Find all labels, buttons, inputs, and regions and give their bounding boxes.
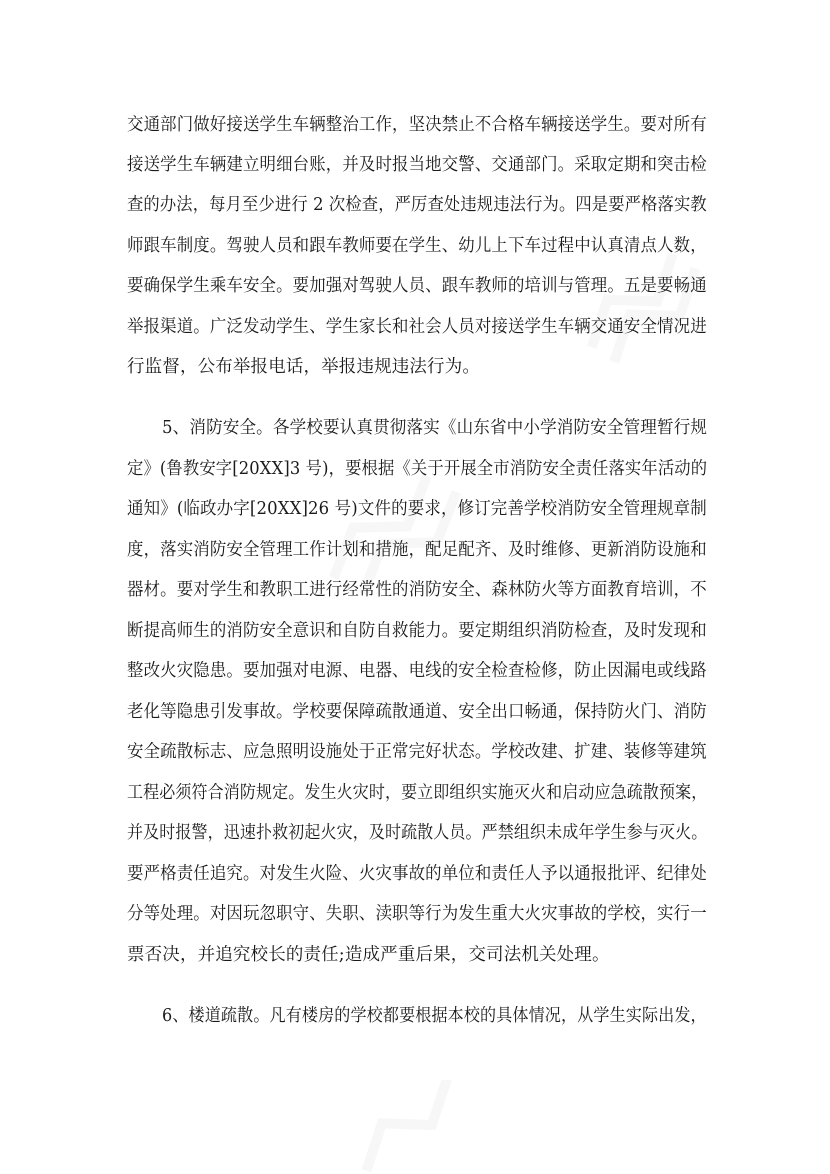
text-line-7: 行监督，公布举报电话，举报违规违法行为。 (127, 357, 480, 377)
text-line-18: 并及时报警，迅速扑救初起火灾，及时疏散人员。严禁组织未成年学生参与灭火。 (127, 823, 708, 843)
text-line-10: 通知》(临政办字[20XX]26 号)文件的要求，修订完善学校消防安全管理规章制 (127, 499, 707, 519)
text-line-5: 要确保学生乘车安全。要加强对驾驶人员、跟车教师的培训与管理。五是要畅通 (127, 276, 707, 296)
watermark-logo-top (560, 250, 730, 370)
text-line-17: 工程必须符合消防规定。发生火灾时，要立即组织实施灭火和启动应急疏散预案， (127, 783, 708, 803)
text-line-3: 查的办法，每月至少进行 2 次检查，严厉查处违规违法行为。四是要严格落实教 (127, 195, 707, 215)
text-line-11: 度，落实消防安全管理工作计划和措施，配足配齐、及时维修、更新消防设施和 (127, 540, 707, 560)
text-line-1: 交通部门做好接送学生车辆整治工作，坚决禁止不合格车辆接送学生。要对所有 (127, 115, 707, 135)
watermark-logo-bottom (330, 1080, 500, 1174)
text-line-8: 5、消防安全。各学校要认真贯彻落实《山东省中小学消防安全管理暂行规 (162, 418, 708, 438)
text-line-15: 老化等隐患引发事故。学校要保障疏散通道、安全出口畅通，保持防火门、消防 (127, 702, 707, 722)
text-line-22: 6、楼道疏散。凡有楼房的学校都要根据本校的具体情况，从学生实际出发， (162, 1006, 707, 1026)
text-line-12: 器材。要对学生和教职工进行经常性的消防安全、森林防火等方面教育培训，不 (127, 580, 707, 600)
text-line-6: 举报渠道。广泛发动学生、学生家长和社会人员对接送学生车辆交通安全情况进 (127, 317, 707, 337)
text-line-9: 定》(鲁教安字[20XX]3 号)，要根据《关于开展全市消防安全责任落实年活动的 (127, 459, 708, 479)
text-line-16: 安全疏散标志、应急照明设施处于正常完好状态。学校改建、扩建、装修等建筑 (127, 742, 707, 762)
text-line-13: 断提高师生的消防安全意识和自防自救能力。要定期组织消防检查，及时发现和 (127, 621, 707, 641)
text-line-4: 师跟车制度。驾驶人员和跟车教师要在学生、幼儿上下车过程中认真清点人数， (127, 236, 707, 256)
text-line-19: 要严格责任追究。对发生火险、火灾事故的单位和责任人予以通报批评、纪律处 (127, 864, 707, 884)
text-line-20: 分等处理。对因玩忽职守、失职、渎职等行为发生重大火灾事故的学校，实行一 (127, 904, 707, 924)
text-line-2: 接送学生车辆建立明细台账，并及时报当地交警、交通部门。采取定期和突击检 (127, 155, 707, 175)
text-line-14: 整改火灾隐患。要加强对电源、电器、电线的安全检查检修，防止因漏电或线路 (127, 661, 707, 681)
text-line-21: 票否决，并追究校长的责任;造成严重后果，交司法机关处理。 (127, 945, 610, 965)
